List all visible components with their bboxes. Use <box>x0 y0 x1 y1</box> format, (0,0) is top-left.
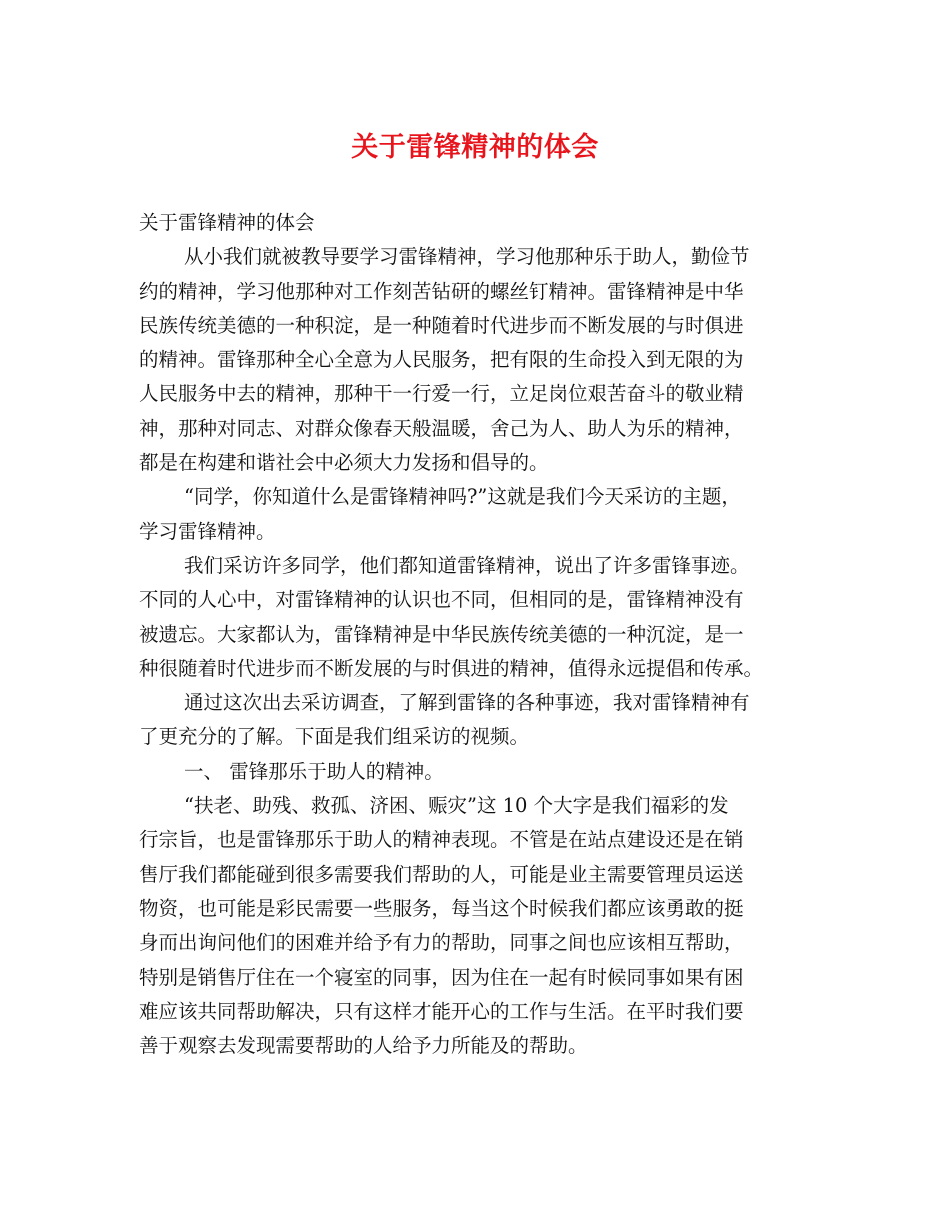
text-line: “同学，你知道什么是雷锋精神吗?”这就是我们今天采访的主题， <box>184 485 741 509</box>
text-line: 种很随着时代进步而不断发展的与时俱进的精神，值得永远提倡和传承。 <box>139 656 764 680</box>
text-line: 特别是销售厅住在一个寝室的同事，因为住在一起有时候同事如果有困 <box>139 965 744 989</box>
text-line: 善于观察去发现需要帮助的人给予力所能及的帮助。 <box>139 1034 588 1058</box>
text-line: 从小我们就被教导要学习雷锋精神，学习他那种乐于助人，勤俭节 <box>184 245 750 269</box>
text-line: 行宗旨，也是雷锋那乐于助人的精神表现。不管是在站点建设还是在销 <box>139 828 744 852</box>
text-line: 一、 雷锋那乐于助人的精神。 <box>184 759 444 783</box>
text-line: 都是在构建和谐社会中必须大力发扬和倡导的。 <box>139 451 549 475</box>
text-line: 身而出询问他们的困难并给予有力的帮助，同事之间也应该相互帮助， <box>139 931 744 955</box>
text-line: 神，那种对同志、对群众像春天般温暖，舍己为人、助人为乐的精神， <box>139 416 744 440</box>
text-line: 人民服务中去的精神，那种干一行爱一行，立足岗位艰苦奋斗的敬业精 <box>139 382 744 406</box>
text-line: 约的精神，学习他那种对工作刻苦钻研的螺丝钉精神。雷锋精神是中华 <box>139 279 744 303</box>
text-line: 难应该共同帮助解决，只有这样才能开心的工作与生活。在平时我们要 <box>139 999 744 1023</box>
document-title: 关于雷锋精神的体会 <box>351 132 599 163</box>
text-line: 了更充分的了解。下面是我们组采访的视频。 <box>139 725 530 749</box>
text-line: 被遗忘。大家都认为，雷锋精神是中华民族传统美德的一种沉淀，是一 <box>139 622 744 646</box>
text-line: 民族传统美德的一种积淀，是一种随着时代进步而不断发展的与时俱进 <box>139 313 744 337</box>
text-line: 物资，也可能是彩民需要一些服务，每当这个时候我们都应该勇敢的挺 <box>139 896 744 920</box>
text-line: 学习雷锋精神。 <box>139 519 276 543</box>
text-line: 不同的人心中，对雷锋精神的认识也不同，但相同的是，雷锋精神没有 <box>139 588 744 612</box>
text-line: 的精神。雷锋那种全心全意为人民服务，把有限的生命投入到无限的为 <box>139 348 744 372</box>
text-line: 通过这次出去采访调查，了解到雷锋的各种事迹，我对雷锋精神有 <box>184 691 750 715</box>
text-line: 我们采访许多同学，他们都知道雷锋精神，说出了许多雷锋事迹。 <box>184 553 750 577</box>
text-line: 关于雷锋精神的体会 <box>139 211 315 234</box>
document-body <box>139 206 819 1063</box>
text-line: “扶老、助残、救孤、济困、赈灾”这 10 个大字是我们福彩的发 <box>184 794 729 818</box>
text-line: 售厅我们都能碰到很多需要我们帮助的人，可能是业主需要管理员运送 <box>139 862 744 886</box>
